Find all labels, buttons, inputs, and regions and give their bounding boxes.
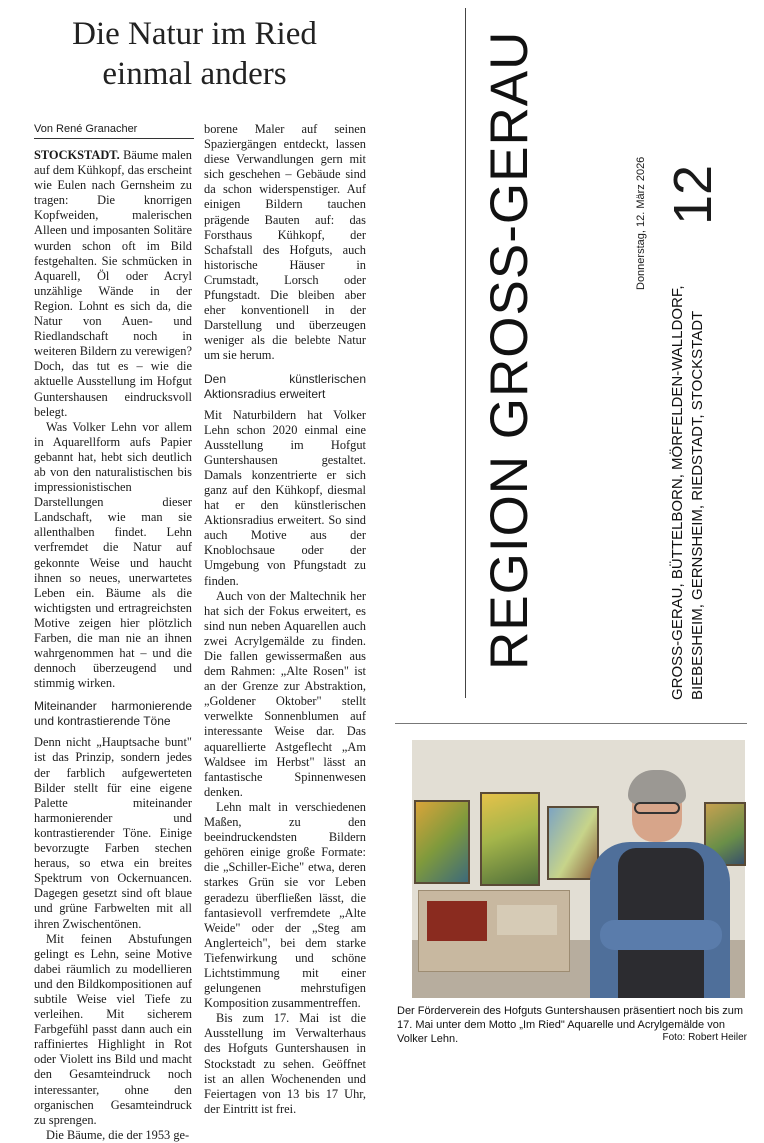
- town-list: [668, 280, 730, 700]
- paragraph: Mit feinen Abstufungen gelingt es Lehn, seine Motive dabei räumlich zu modellieren und den Bildkompositionen auf subtile Weise viel Tiefe zu verleihen. Mit sicherem Farbgefühl passt dann auch ein raffiniertes Highlight in Rot oder Violett ins Bild und macht den Gesamteindruck noch interessanter, ohne den organischen Gesamteindruck zu sprengen.: [34, 931, 192, 1127]
- subheading: Den künstlerischen Aktionsradius erweitert: [204, 371, 366, 401]
- town-list-line-1: GROSS-GERAU, BÜTTELBORN, MÖRFELDEN-WALLDORF,: [669, 285, 686, 700]
- dateline: STOCKSTADT.: [34, 148, 120, 162]
- byline: Von René Granacher: [34, 123, 194, 139]
- region-title: REGION GROSS-GERAU: [480, 30, 539, 670]
- article-column-2: [204, 122, 366, 1116]
- article-photo: [412, 740, 745, 998]
- page-number: 12: [663, 164, 723, 225]
- headline-line-2: einmal anders: [102, 56, 287, 92]
- artist-figure: [590, 770, 740, 998]
- glasses-icon: [634, 802, 680, 814]
- paragraph: Was Volker Lehn vor allem in Aquarellform aufs Papier gebannt hat, hebt sich deutlich ab von den naturalistischen bis impressionistischen Darstellungen dieser Landschaft, wie man sie allenthalben findet. Lehn verfremdet die Natur auf gekonnte Weise und haucht ihnen so neues, unerwartetes Leben ein. Bäume als die wichtigsten und ertragreichsten Motive zeigen hier plötzlich Farben, die man nie an ihnen wahrgenommen hat – und die dennoch überzeugend und stimmig wirken.: [34, 419, 192, 691]
- paragraph: Mit Naturbildern hat Volker Lehn schon 2020 einmal eine Ausstellung im Hofgut Guntershausen gestaltet. Damals konzentrierte er sich ganz auf den Kühkopf, diesmal hat er den künstlerischen Aktionsradius erweitert. So sind auch Motive aus der Knoblochsaue oder der Umgebung von Pfungstadt zu finden.: [204, 407, 366, 588]
- issue-date: Donnerstag, 12. März 2026: [635, 156, 647, 290]
- hair: [628, 770, 686, 804]
- crossed-arms: [600, 920, 722, 950]
- paragraph: Lehn malt in verschiedenen Maßen, zu den beeindruckendsten Bildern gehören einige große Formate: die „Schiller-Eiche" etwa, deren starkes Grün sie vor Leben geradezu überfließen lässt, die fantasievoll verfremdete „Alte Weide" oder der „Steg am Anglerteich", bei dem starke Tiefenwirkung und schöne Lichtstimmung mit einer gelungenen mehrstufigen Komposition zusammentreffen.: [204, 799, 366, 1011]
- headline-line-1: Die Natur im Ried: [72, 16, 317, 52]
- paragraph: Auch von der Maltechnik her hat sich der Fokus erweitert, es sind nun neben Aquarellen auch zwei Acrylgemälde zu finden. Die fallen gewissermaßen aus dem Rahmen: „Alte Rosen" ist an der Grenze zur Abstraktion, „Goldener Oktober" stellt verwelkte Sonnenblumen auf interessante Weise dar. Das aquarellierte Astgeflecht „Am Waldsee im Herbst" lässt an fantastische Spinnenwesen denken.: [204, 588, 366, 799]
- photo-divider: [395, 723, 747, 724]
- paragraph: Bis zum 17. Mai ist die Ausstellung im Verwalterhaus des Hofguts Guntershausen in Stockstadt zu sehen. Geöffnet ist an allen Wochenenden und Feiertagen von 13 bis 17 Uhr, der Eintritt ist frei.: [204, 1011, 366, 1116]
- poster-block: [497, 905, 557, 935]
- town-list-line-2: BIEBESHEIM, GERNSHEIM, RIEDSTADT, STOCKSTADT: [689, 310, 706, 700]
- painting-image: [414, 800, 470, 884]
- subheading: Miteinander harmonierende und kontrastierende Töne: [34, 699, 192, 729]
- article-headline: [22, 14, 367, 94]
- article-column-1: [34, 148, 192, 1142]
- poster-block: [427, 901, 487, 941]
- section-divider: [465, 8, 466, 698]
- paragraph: [34, 148, 192, 420]
- paragraph-text: Bäume malen auf dem Kühkopf, das erscheint wie Eulen nach Gernsheim zu tragen: Die knorrigen Kopfweiden, malerischen Alleen und imposanten Solitäre wurden schon oft im Bild festgehalten. Sie schmücken in Aquarell, Öl oder Acryl unzählige Wände in der Region. Lohnt es sich da, die Natur von Auen- und Riedlandschaft noch in weiteren Bildern zu verewigen? Doch, das tut es – wie die aktuelle Ausstellung im Hofgut Guntershausen eindrucksvoll belegt.: [34, 148, 192, 419]
- photo-caption: Der Förderverein des Hofguts Guntershausen präsentiert noch bis zum 17. Mai unter dem Motto „Im Ried" Aquarelle und Acrylgemälde von Volker Lehn.: [397, 1005, 744, 1045]
- painting-image: [480, 792, 540, 886]
- photo-credit: Foto: Robert Heiler: [662, 1032, 747, 1043]
- paragraph: Die Bäume, die der 1953 ge-: [46, 1127, 190, 1142]
- paragraph: Denn nicht „Hauptsache bunt" ist das Prinzip, sondern jedes der farblich aufgewerteten Bilder stellt für eine eigene Palette miteinander harmonierender und kontrastierender Töne. Einige bevorzugte Farben stechen heraus, so etwa ein breites Spektrum von Ockernuancen. Dagegen gesetzt sind oft blaue und grüne Farbwelten mit all ihren Zwischentönen.: [34, 735, 192, 931]
- paragraph: borene Maler auf seinen Spaziergängen entdeckt, lassen diese Verwandlungen gern mit sich geschehen – Gebäude sind da schon widerspenstiger. Auf einigen Bildern tauchen prägende Bauten auf: das Forsthaus Kühkopf, der Schafstall des Hofguts, auch historische Häuser in Crumstadt, Lorsch oder Pfungstadt. Die bleiben aber eher konventionell in der Darstellung und überzeugen weniger als die belebte Natur um sie herum.: [204, 122, 366, 363]
- exhibition-poster: [418, 890, 570, 972]
